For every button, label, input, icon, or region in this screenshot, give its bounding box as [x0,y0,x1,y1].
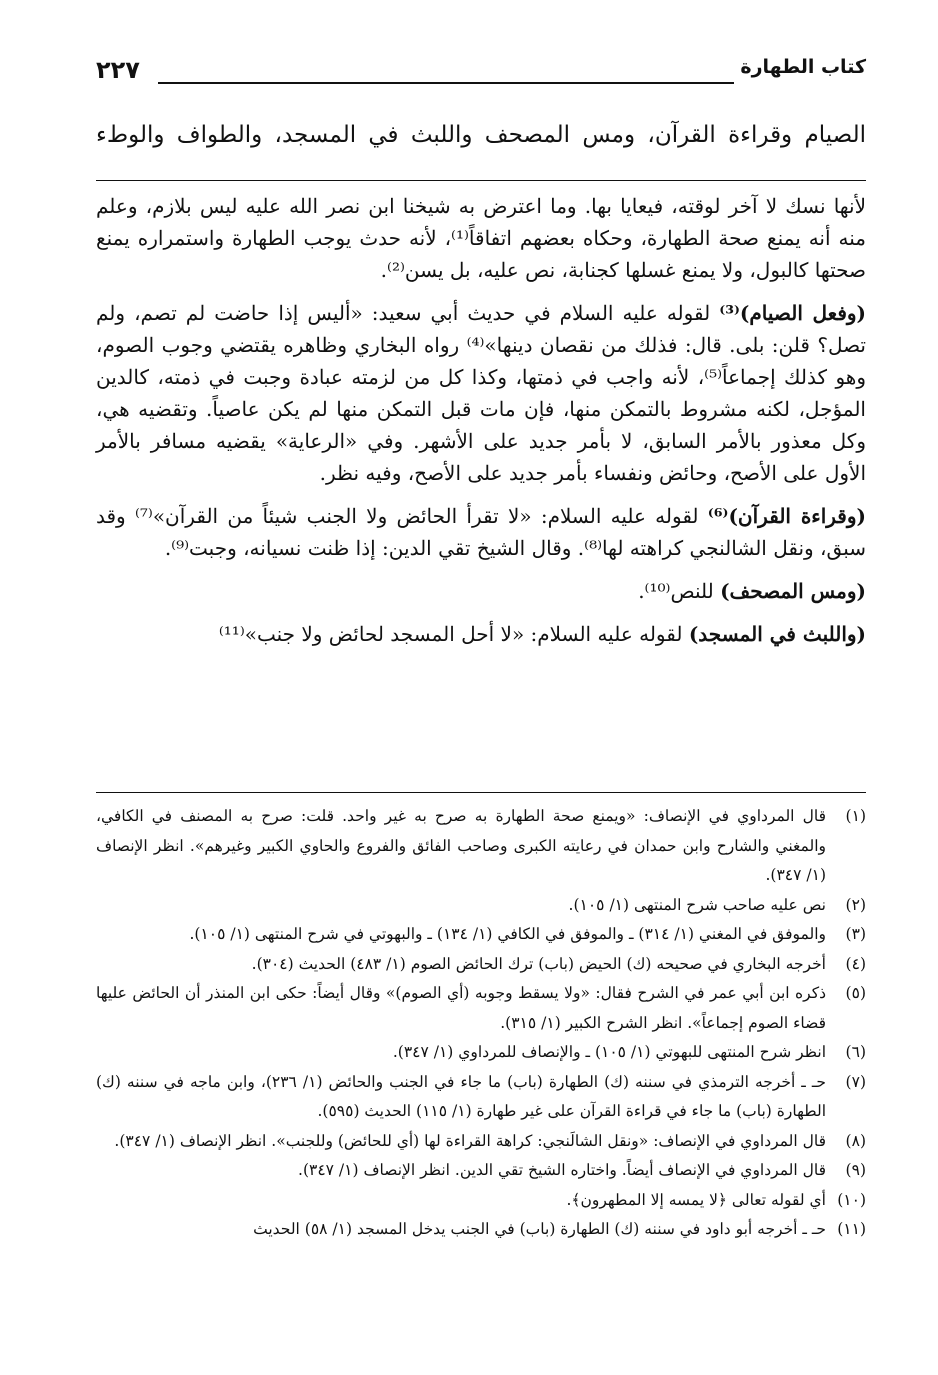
footnote-text: حـ ـ أخرجه الترمذي في سننه (ك) الطهارة (باب) ما جاء في الجنب والحائض (١/ ٢٣٦)، وابن ماجه في سننه (ك) الطهارة (باب) ما جاء في قراءة القرآن على غير طهارة (١/ ١١٥) الحديث (٥٩٥). [96,1072,827,1120]
footnote-number: (٦) [845,1043,866,1061]
commentary-body [96,190,866,661]
commentary-paragraph [96,297,866,489]
footnote [96,979,866,1038]
footnote-number: (١١) [837,1220,866,1238]
footnote-number: (٣) [845,925,866,943]
footnote [96,1127,866,1157]
footnote-text: والموفق في المغني (١/ ٣١٤) ـ والموفق في الكافي (١/ ١٣٤) ـ والبهوتي في شرح المنتهى (١/ ١٠٥). [189,925,826,943]
footnote [96,950,866,980]
footnote-number: (٤) [845,954,866,973]
footnote [96,1068,866,1127]
footnote-number: (١٠) [837,1190,866,1209]
footnote-text: قال المرداوي في الإنصاف أيضاً. واختاره الشيخ تقي الدين. انظر الإنصاف (١/ ٣٤٧). [298,1161,826,1179]
paragraph-text: لقوله عليه السلام في حديث أبي سعيد: «أليس إذا حاضت لم تصم، ولم تصل؟ قلن: بلى. قال: فذلك من نقصان دينها»⁽⁴⁾ رواه البخاري وظاهره يقتضي وجوب الصوم، وهو كذلك إجماعاً⁽⁵⁾، لأنه واجب في ذمتها، وكذا كل من لزمته عبادة وجبت في ذمته، كالدين المؤجل، لكنه مشروط بالتمكن منها، فإن مات قبل التمكن منها لم يكن عاصياً. وتقضيه هي، وكل معذور بالأمر السابق، لا بأمر جديد على الأشهر. وفي «الرعاية» يقضيه مسافر بالأمر الأول على الأصح، وحائض ونفساء بأمر جديد على الأصح، وفيه نظر. [96,301,866,485]
footnote-text: ذكره ابن أبي عمر في الشرح فقال: «ولا يسقط وجوبه (أي الصوم)» وقال أيضاً: حكى ابن المنذر أن الحائض عليها قضاء الصوم إجماعاً». انظر الشرح الكبير (١/ ٣١٥). [96,984,826,1032]
footnote-text: أي لقوله تعالى ﴿لا يمسه إلا المطهرون﴾. [566,1190,826,1209]
paragraph-lead: (وقراءة القرآن)⁽⁶⁾ [707,504,866,528]
paragraph-text: لقوله عليه السلام: «لا أحل المسجد لحائض ولا جنب»⁽¹¹⁾ [218,622,683,646]
footnote-text: قال المرداوي في الإنصاف: «ويمنع صحة الطهارة به صرح به غير واحد. قلت: صرح به المصنف في الكافي، والمغني والشارح وابن حمدان في رعايته الكبرى وصاحب الفائق والفروع والحاوي الكبير وغيرهم». انظر الإنصاف (١/ ٣٤٧). [96,807,826,884]
footnote-number: (٧) [845,1072,866,1091]
footnote [96,802,866,891]
page-header [96,52,866,92]
footnote [96,1186,866,1216]
footnote-text: قال المرداوي في الإنصاف: «ونقل الشالَنجي: كراهة القراءة لها (أي للحائض) وللجنب». انظر الإنصاف (١/ ٣٤٧). [114,1131,826,1150]
matn-text: الصيام وقراءة القرآن، ومس المصحف واللبث في المسجد، والطواف والوطء [96,122,866,148]
footnote-text: حـ ـ أخرجه أبو داود في سننه (ك) الطهارة (باب) في الجنب يدخل المسجد (١/ ٥٨) الحديث [253,1220,826,1238]
paragraph-text: لأنها نسك لا آخر لوقته، فيعايا بها. وما اعترض به شيخنا ابن نصر الله عليه ليس بلازم، وعلم منه أنه يمنع صحة الطهارة، وحكاه بعضهم اتفاقاً⁽¹⁾، لأنه حدث يوجب الطهارة واستمراره يمنع صحتها كالبول، ولا يمنع غسلها كجنابة، نص عليه، بل يسن⁽²⁾. [96,194,866,282]
footnote-number: (٢) [845,895,866,914]
footnote [96,891,866,921]
footnote [96,920,866,950]
footnote-number: (٥) [845,984,866,1002]
paragraph-lead: (وفعل الصيام)⁽³⁾ [719,301,867,325]
header-rule [158,82,734,84]
footnote-number: (٩) [845,1161,866,1179]
page-number: ٢٢٧ [96,56,140,84]
footnote [96,1215,866,1245]
footnote-number: (١) [845,807,866,825]
commentary-paragraph [96,575,866,607]
footnote-text: أخرجه البخاري في صحيحه (ك) الحيض (باب) ترك الحائض الصوم (١/ ٤٨٣) الحديث (٣٠٤). [251,954,826,973]
commentary-paragraph [96,618,866,650]
book-title: كتاب الطهارة [740,56,866,78]
paragraph-text: للنص⁽¹⁰⁾. [638,579,714,603]
footnote [96,1156,866,1186]
commentary-paragraph [96,500,866,564]
paragraph-lead: (واللبث في المسجد) [688,622,866,646]
paragraph-text: لقوله عليه السلام: «لا تقرأ الحائض ولا الجنب شيئاً من القرآن»⁽⁷⁾ وقد سبق، ونقل الشالنجي كراهته لها⁽⁸⁾. وقال الشيخ تقي الدين: إذا ظنت نسيانه، وجبت⁽⁹⁾. [96,504,866,560]
footnote-number: (٨) [845,1131,866,1150]
footnotes-divider [96,792,866,793]
matn-divider [96,180,866,181]
footnote-text: نص عليه صاحب شرح المنتهى (١/ ١٠٥). [568,895,826,914]
commentary-paragraph [96,190,866,286]
footnote-text: انظر شرح المنتهى للبهوتي (١/ ١٠٥) ـ والإنصاف للمرداوي (١/ ٣٤٧). [392,1043,826,1061]
footnote [96,1038,866,1068]
paragraph-lead: (ومس المصحف) [720,579,866,603]
footnotes [96,802,866,1245]
